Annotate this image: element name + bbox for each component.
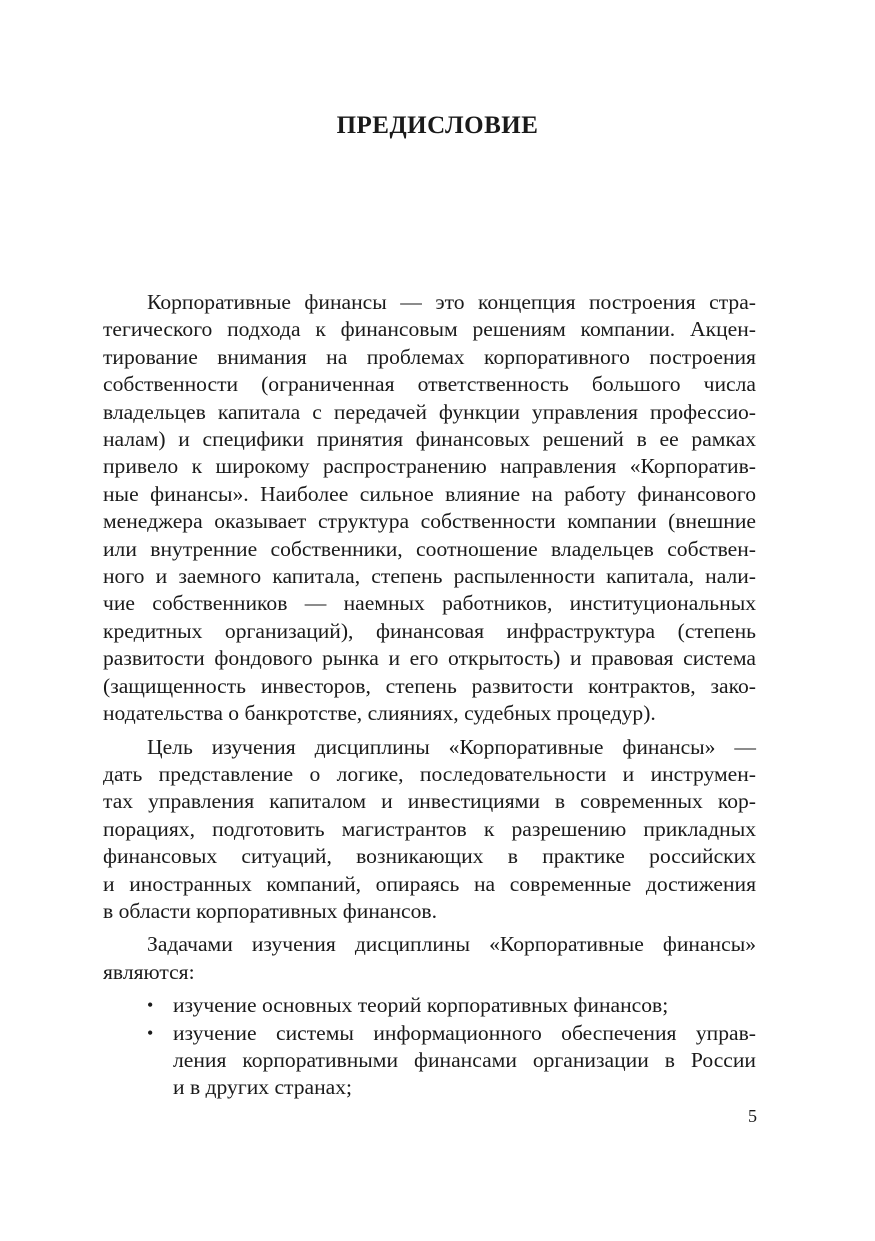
text-line: привело к широкому распространению направления «Корпоратив- [103,454,756,479]
text-line: ного и заемного капитала, степень распыленности капитала, нали- [103,564,756,589]
text-line: менеджера оказывает структура собственности компании (внешние [103,509,756,534]
text-line: финансовых ситуаций, возникающих в практике российских [103,844,756,869]
text-line: налам) и специфики принятия финансовых решений в ее рамках [103,427,756,452]
paragraph [103,289,756,728]
text-line: ления корпоративными финансами организации в России [173,1047,756,1072]
text-line: и иностранных компаний, опираясь на современные достижения [103,871,756,896]
page-title: ПРЕДИСЛОВИЕ [336,112,539,139]
text-line: в области корпоративных финансов. [103,898,438,923]
text-line: (защищенность инвесторов, степень развитости контрактов, зако- [103,673,756,698]
text-line: тегического подхода к финансовым решениям компании. Акцен- [103,317,756,342]
text-line: изучение системы информационного обеспечения управ- [173,1020,756,1045]
text-line: развитости фондового рынка и его открытость) и правовая система [103,646,756,671]
text-line: Корпоративные финансы — это концепция построения стра- [147,290,756,314]
text-line: Цель изучения дисциплины «Корпоративные финансы» — [147,734,756,759]
text-line: являются: [103,959,195,984]
text-line: чие собственников — наемных работников, институциональных [103,591,756,616]
text-line: Задачами изучения дисциплины «Корпоративные финансы» [147,932,756,957]
text-line: или внутренние собственники, соотношение владельцев собствен- [103,536,756,561]
bullet-icon: • [147,1022,154,1043]
text-line: ные финансы». Наиболее сильное влияние на работу финансового [103,481,756,506]
text-line: дать представление о логике, последовательности и инструмен- [103,761,756,786]
bullet-icon: • [147,995,154,1016]
list-item [103,992,756,1019]
text-line: тирование внимания на проблемах корпоративного построения [103,344,756,369]
text-line: порациях, подготовить магистрантов к разрешению прикладных [103,816,756,841]
body-text [103,289,756,1102]
paragraph [103,734,756,926]
text-line: и в других странах; [173,1075,353,1100]
page-number: 5 [748,1106,757,1126]
text-line: собственности (ограниченная ответственность большого числа [103,372,756,397]
text-line: кредитных организаций), финансовая инфраструктура (степень [103,618,756,643]
task-list [103,992,756,1102]
paragraph [103,931,756,986]
text-line: изучение основных теорий корпоративных финансов; [173,993,669,1018]
text-line: нодательства о банкротстве, слияниях, судебных процедур). [103,701,656,726]
text-line: тах управления капиталом и инвестициями в современных кор- [103,789,756,814]
text-line: владельцев капитала с передачей функции управления профессио- [103,399,756,424]
list-item [103,1020,756,1102]
